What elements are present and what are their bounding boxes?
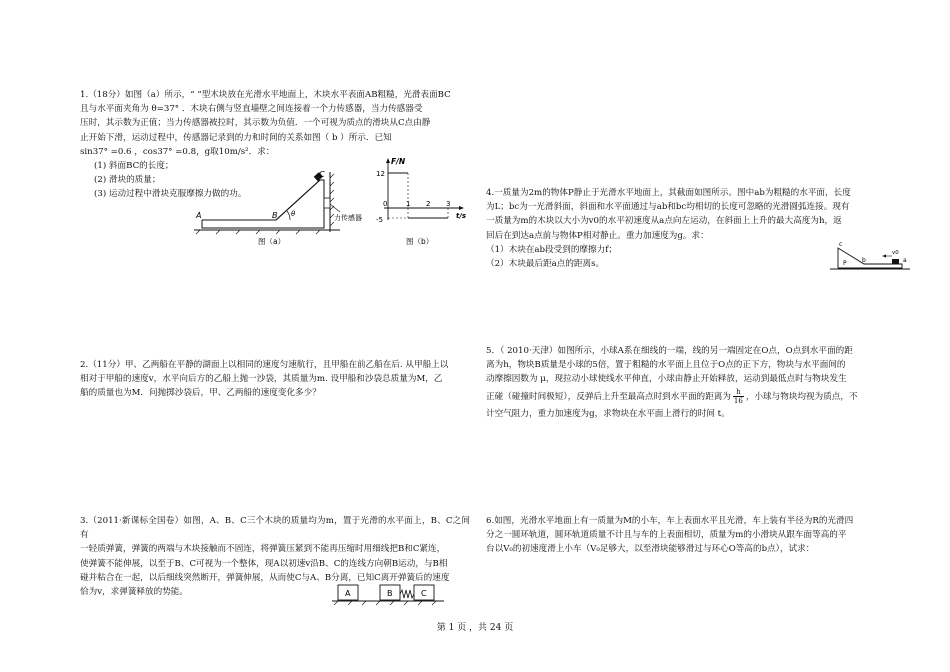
q5-line-1: 5．（ 2010·天津）如图所示，小球A系在细线的一端，线的另一端固定在O点，O点到水平面的距 bbox=[486, 346, 853, 356]
fig-b-xtick-2: 2 bbox=[426, 200, 431, 208]
q6-line-1: 6.如图，光滑水平地面上有一质量为M的小车，车上表面水平且光滑，车上装有半径为R的光滑四 bbox=[486, 516, 854, 526]
q1-line-1: 1.（18分）如图（a）所示，“ ”型木块放在光滑水平地面上，木块水平表面AB粗糙，光滑表面BC bbox=[80, 90, 451, 100]
fig-b-xtick-1: 1 bbox=[406, 200, 411, 208]
q4-line-3: 一质量为m的木块以大小为v0的水平初速度从a点向左运动，在斜面上上升的最大高度为h，返 bbox=[486, 216, 842, 227]
q4-fig-label-a: a bbox=[903, 257, 907, 264]
q1-figure-a bbox=[190, 168, 370, 248]
q6-line-2: 分之一圆环轨道，圆环轨道质量不计且与车的上表面相切，质量为m的小滑块从跟车面等高的平 bbox=[486, 530, 847, 541]
q5-frac-den: 16 bbox=[733, 396, 743, 405]
fig-a-label-B: B bbox=[272, 211, 278, 220]
fig-a-label-C: C bbox=[319, 170, 325, 179]
q1-sub-3: (3) 运动过程中滑块克服摩擦力做的功。 bbox=[94, 189, 247, 200]
page-footer: 第 1 页 ，共 24 页 bbox=[436, 623, 514, 633]
q4-figure bbox=[826, 240, 912, 276]
q1-line-5: sin37° =0.6 ，cos37° =0.8，g取10m/s²．求： bbox=[80, 146, 275, 157]
fig-b-caption: 图（b） bbox=[406, 237, 434, 246]
question-6 bbox=[486, 514, 886, 557]
q3-line-1: 3.（2011·新课标全国卷）如图，A、B、C三个木块的质量均为m，置于光滑的水平面上，B、C之间有 bbox=[80, 516, 470, 541]
fig-a-caption: 图（a） bbox=[258, 237, 286, 246]
q5-line-4-tail: ，小球与物块均视为质点，不 bbox=[745, 391, 858, 402]
q5-frac-num: h bbox=[733, 388, 744, 397]
q3-fig-label-B: B bbox=[387, 589, 393, 598]
q3-fig-label-A: A bbox=[345, 589, 351, 598]
fig-b-xtick-0: 0 bbox=[383, 200, 388, 208]
q1-sub-1: (1) 斜面BC的长度； bbox=[94, 161, 174, 172]
fig-b-xlabel: t/s bbox=[456, 212, 467, 220]
q2-line-3: 船的质量也为M．问抛掷沙袋后，甲、乙两船的速度变化多少？ bbox=[80, 388, 321, 399]
q3-fig-label-C: C bbox=[421, 589, 427, 598]
fig-a-label-theta: θ bbox=[291, 210, 296, 218]
fig-a-label-sensor: 力传感器 bbox=[334, 214, 362, 222]
q3-line-5: 恰为v，求弹簧释放的势能。 bbox=[80, 587, 188, 598]
q2-line-1: 2.（11分）甲、乙两船在平静的湖面上以相同的速度匀速航行，且甲船在前乙船在后. 从甲船上以 bbox=[80, 360, 449, 370]
q4-sub-1: （1）木块在ab段受到的摩擦力f； bbox=[486, 244, 617, 255]
q6-line-3: 台以V₀的初速度滑上小车（V₀足够大，以至滑块能够滑过与环心O等高的b点），试求： bbox=[486, 544, 815, 555]
q3-line-3: 使弹簧不能伸展，以至于B、C可视为一个整体，现A以初速v沿B、C的连线方向朝B运动，与B相 bbox=[80, 558, 448, 569]
q5-fraction bbox=[733, 388, 744, 405]
q4-line-2: 为L；bc为一光滑斜面，斜面和水平面通过与ab和bc均相切的长度可忽略的光滑圆弧连接。现有 bbox=[486, 202, 850, 213]
fig-b-ylabel: F/N bbox=[391, 157, 406, 166]
fig-a-label-A: A bbox=[196, 211, 202, 220]
q4-line-1: 4.一质量为2m的物体P静止于光滑水平地面上，其截面如图所示。图中ab为粗糙的水平面，长度 bbox=[486, 188, 851, 198]
question-5 bbox=[486, 344, 886, 421]
fig-b-ytick-bottom: -5 bbox=[376, 216, 383, 224]
q1-line-2: 且与水平面夹角为 θ=37° ．木块右侧与竖直墙壁之间连接着一个力传感器，当力传感器受 bbox=[80, 104, 423, 115]
q1-line-4: 止开始下滑，运动过程中，传感器记录到的力和时间的关系如图（ b ）所示．已知 bbox=[80, 132, 392, 143]
q4-fig-label-P: P bbox=[843, 260, 847, 267]
q2-line-2: 相对于甲船的速度v，水平向后方的乙船上抛一沙袋，其质量为m. 设甲船和沙袋总质量为M，乙 bbox=[80, 374, 443, 385]
q4-fig-label-b: b bbox=[862, 257, 866, 264]
fig-b-xtick-3: 3 bbox=[446, 200, 451, 208]
q5-line-3: 动摩擦因数为 μ，现拉动小球使线水平伸直，小球由静止开始释放，运动到最低点时与物块发生 bbox=[486, 374, 847, 385]
q3-figure bbox=[332, 584, 444, 608]
q5-line-2: 离为h，物块B质量是小球的5倍，置于粗糙的水平面上且位于O点的正下方，物块与水平面间的 bbox=[486, 360, 846, 371]
q3-line-4: 碰并粘合在一起，以后细线突然断开，弹簧伸展，从而使C与A、B分离，已知C离开弹簧后的速度 bbox=[80, 572, 450, 583]
q1-figure-b bbox=[370, 156, 470, 248]
q4-sub-2: （2）木块最后距a点的距离s。 bbox=[486, 259, 605, 270]
q1-line-3: 压时，其示数为正值；当力传感器被拉时，其示数为负值．一个可视为质点的滑块从C点由静 bbox=[80, 118, 431, 129]
q1-sub-2: (2) 滑块的质量； bbox=[94, 175, 161, 186]
q3-line-2: 一轻质弹簧，弹簧的两端与木块接触而不固连，将弹簧压紧到不能再压缩时用细线把B和C紧连， bbox=[80, 544, 446, 555]
q4-fig-label-c: c bbox=[839, 241, 843, 248]
q5-line-4-text: 正碰（碰撞时间极短），反弹后上升至最高点时到水平面的距离为 bbox=[486, 391, 731, 402]
q5-line-4 bbox=[486, 387, 886, 407]
q4-fig-label-v0: v0 bbox=[892, 250, 899, 256]
q5-line-6: 计空气阻力，重力加速度为g，求物块在水平面上滑行的时间 t。 bbox=[486, 408, 730, 419]
fig-b-ytick-top: 12 bbox=[376, 170, 385, 178]
q4-line-4: 回后在到达a点前与物体P相对静止。重力加速度为g。求： bbox=[486, 230, 709, 241]
question-2 bbox=[80, 358, 470, 401]
